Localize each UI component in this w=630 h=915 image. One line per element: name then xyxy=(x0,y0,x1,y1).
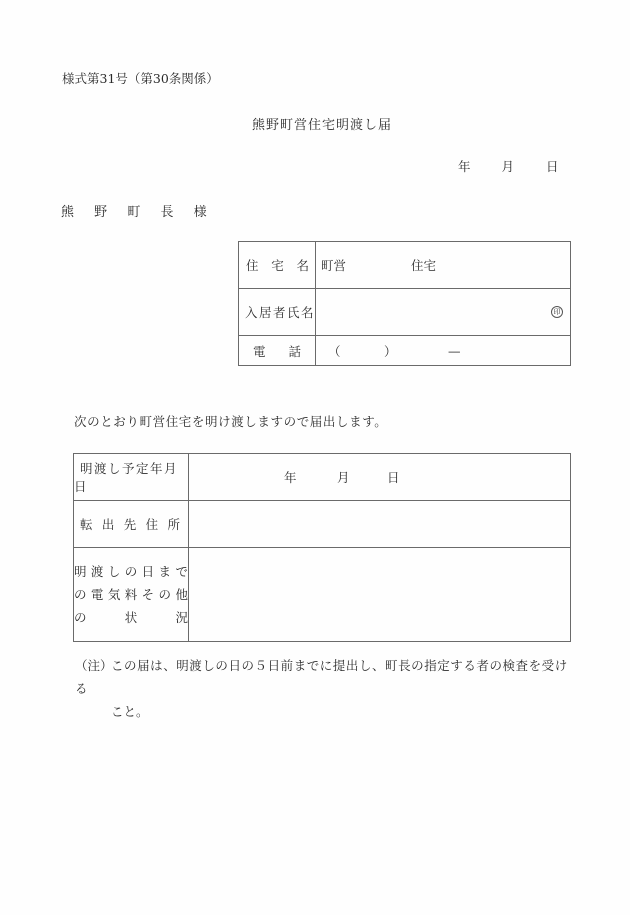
housing-name-label: 住 宅 名 xyxy=(239,242,316,289)
addressee-char: 長 xyxy=(160,205,174,220)
applicant-table xyxy=(238,241,571,366)
note-line-1: この届は、明渡しの日の５日前までに提出し、町長の指定する者の検査を受ける xyxy=(75,658,568,696)
move-out-date-row xyxy=(74,454,571,501)
submission-date xyxy=(458,157,559,175)
addressee-char: 熊 xyxy=(61,205,75,220)
housing-name-field[interactable] xyxy=(316,242,571,289)
form-number: 様式第31号（第30条関係） xyxy=(62,71,219,86)
phone-open-paren: （ xyxy=(328,343,341,359)
move-out-date-field[interactable] xyxy=(189,454,571,501)
note xyxy=(75,654,575,723)
housing-suffix: 住宅 xyxy=(411,258,437,273)
utilities-status-field[interactable] xyxy=(189,548,571,642)
day-label: 日 xyxy=(546,159,559,174)
phone-row xyxy=(239,336,571,366)
details-table xyxy=(73,453,571,642)
new-address-label: 転 出 先 住 所 xyxy=(74,501,189,548)
seal-icon: 印 xyxy=(551,306,563,318)
month-label: 月 xyxy=(501,159,515,174)
year-label: 年 xyxy=(458,159,471,174)
note-line-2: こと。 xyxy=(111,704,149,719)
new-address-row xyxy=(74,501,571,548)
addressee xyxy=(61,201,223,220)
document-title: 熊野町営住宅明渡し届 xyxy=(252,118,393,133)
utilities-status-row xyxy=(74,548,571,642)
statement-text: 次のとおり町営住宅を明け渡しますので届出します。 xyxy=(74,414,388,429)
note-prefix: （注） xyxy=(75,658,113,673)
new-address-field[interactable] xyxy=(189,501,571,548)
utilities-status-label: 明 渡 し の 日 ま で の 電 気 料 そ の 他 の 状 況 xyxy=(74,548,189,642)
housing-prefix: 町営 xyxy=(321,258,347,273)
phone-label: 電 話 xyxy=(239,336,316,366)
addressee-char: 野 xyxy=(94,205,108,220)
addressee-char: 町 xyxy=(127,205,141,220)
move-out-date-label: 明渡し予定年月日 xyxy=(74,454,189,501)
resident-name-label: 入居者氏名 xyxy=(239,289,316,336)
month-label: 月 xyxy=(337,470,350,485)
resident-name-row xyxy=(239,289,571,336)
phone-dash: — xyxy=(448,343,461,358)
year-label: 年 xyxy=(284,470,297,485)
phone-field[interactable] xyxy=(316,336,571,366)
addressee-char: 様 xyxy=(193,205,207,220)
day-label: 日 xyxy=(387,470,400,485)
phone-close-paren: ） xyxy=(384,343,397,359)
resident-name-field[interactable] xyxy=(316,289,571,336)
housing-name-row xyxy=(239,242,571,289)
